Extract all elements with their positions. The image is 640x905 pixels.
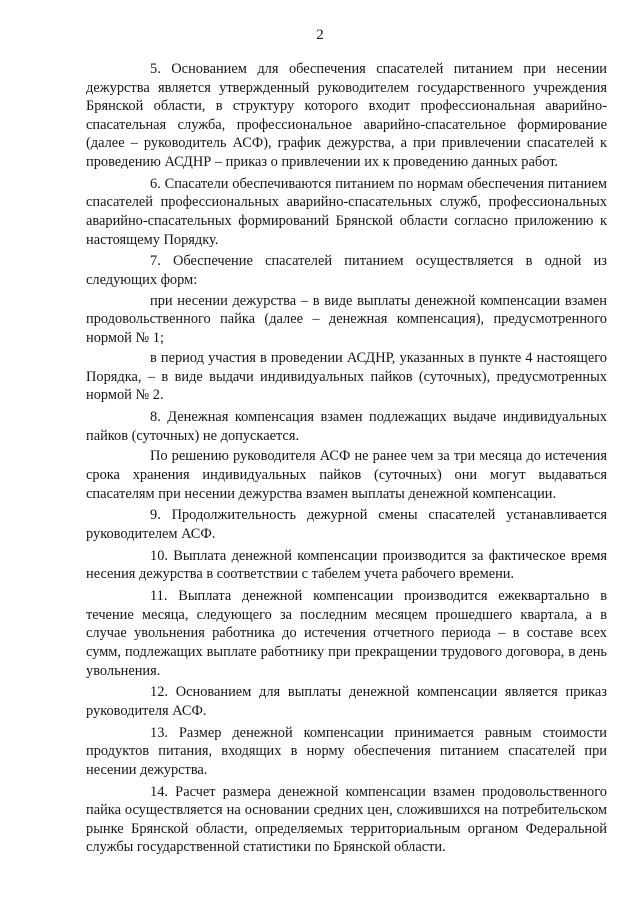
document-body [86, 60, 607, 860]
paragraph-9: 9. Продолжительность дежурной смены спасателей устанавливается руководителем АСФ. [86, 507, 607, 542]
paragraph-7: 7. Обеспечение спасателей питанием осуществляется в одной из следующих форм: [86, 253, 607, 288]
paragraph-7-duty-form: при несении дежурства – в виде выплаты денежной компенсации взамен продовольственного пайка (далее – денежная компенсация), предусмотренного нормой № 1; [86, 292, 607, 346]
paragraph-8: 8. Денежная компенсация взамен подлежащих выдаче индивидуальных пайков (суточных) не допускается. [86, 409, 607, 444]
paragraph-10: 10. Выплата денежной компенсации производится за фактическое время несения дежурства в соответствии с табелем учета рабочего времени. [86, 547, 607, 583]
paragraph-13: 13. Размер денежной компенсации принимается равным стоимости продуктов питания, входящих в норму обеспечения питанием спасателей при несении дежурства. [86, 724, 607, 778]
paragraph-7-asdnr-form: в период участия в проведении АСДНР, указанных в пункте 4 настоящего Порядка, – в виде выдачи индивидуальных пайков (суточных), предусмотренных нормой № 2. [86, 350, 607, 404]
paragraph-14: 14. Расчет размера денежной компенсации взамен продовольственного пайка осуществляется на основании средних цен, сложившихся на потребительском рынке Брянской области, определяемых территориальным органом Федеральной службы государственной статистики по Брянской области. [86, 783, 607, 856]
page-number: 2 [316, 27, 324, 43]
paragraph-12: 12. Основанием для выплаты денежной компенсации является приказ руководителя АСФ. [86, 684, 607, 719]
paragraph-11: 11. Выплата денежной компенсации производится ежеквартально в течение месяца, следующего за последним месяцем прошедшего квартала, а в случае увольнения работника до истечения отчетного периода – в составе всех сумм, подлежащих выплате работнику при прекращении трудового договора, в день увольнения. [86, 588, 607, 679]
paragraph-8-exception: По решению руководителя АСФ не ранее чем за три месяца до истечения срока хранения индивидуальных пайков (суточных) они могут выдаваться спасателям при несении дежурства взамен выплаты денежной компенсации. [86, 448, 607, 502]
paragraph-6: 6. Спасатели обеспечиваются питанием по нормам обеспечения питанием спасателей профессиональных аварийно-спасательных служб, профессиональных аварийно-спасательных формирований Брянской области согласно приложению к настоящему Порядку. [86, 175, 607, 248]
paragraph-5: 5. Основанием для обеспечения спасателей питанием при несении дежурства является утвержденный руководителем государственного учреждения Брянской области, в структуру которого входит профессиональная аварийно-спасательная служба, профессиональное аварийно-спасательное формирование (далее – руководитель АСФ), график дежурства, а при привлечении спасателей к проведению АСДНР – приказ о привлечении их к проведению данных работ. [86, 61, 607, 170]
